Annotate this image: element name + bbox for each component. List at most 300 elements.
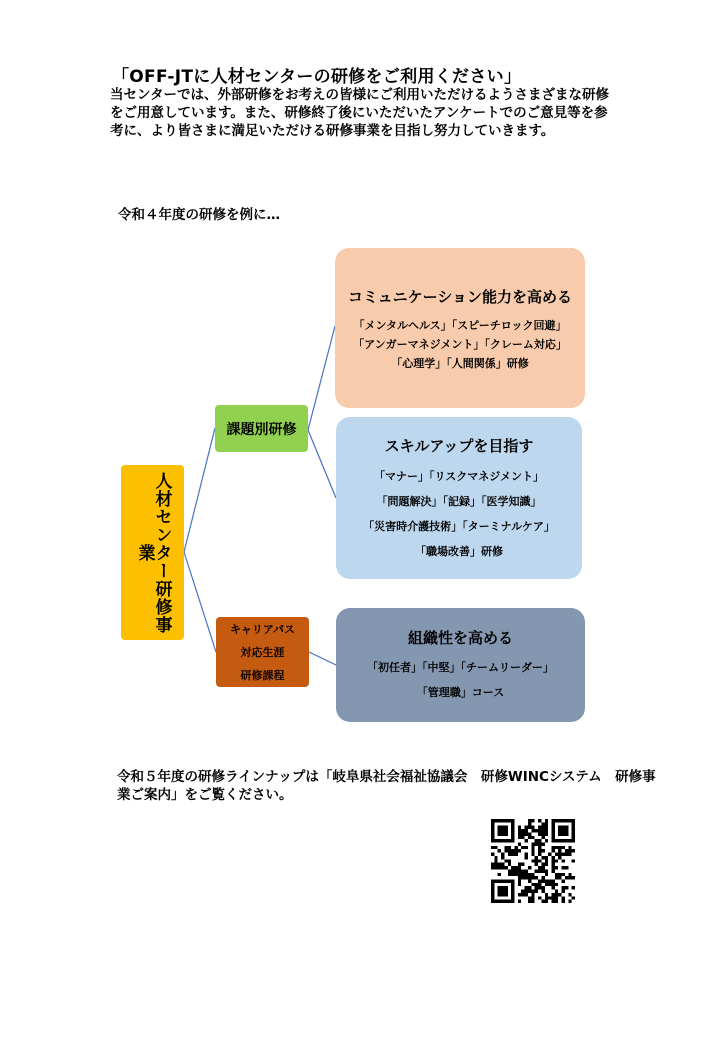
qr-module bbox=[535, 843, 538, 846]
qr-module bbox=[511, 883, 514, 886]
qr-module bbox=[538, 832, 541, 835]
qr-module bbox=[498, 900, 501, 903]
qr-module bbox=[538, 839, 541, 842]
leaf2-line: 「災害時介護技術」「ターミナルケア」 bbox=[363, 520, 555, 533]
qr-module bbox=[501, 863, 504, 866]
qr-module bbox=[551, 869, 554, 872]
qr-module bbox=[515, 853, 518, 856]
example-heading: 令和４年度の研修を例に… bbox=[118, 207, 280, 223]
qr-module bbox=[535, 839, 538, 842]
qr-module bbox=[518, 826, 521, 829]
qr-module bbox=[525, 869, 528, 872]
qr-module bbox=[518, 843, 521, 846]
mid2-line: 研修課程 bbox=[240, 668, 285, 682]
qr-module bbox=[501, 886, 504, 889]
qr-module bbox=[521, 836, 524, 839]
connector-root-mid2 bbox=[184, 552, 216, 652]
qr-module bbox=[511, 869, 514, 872]
qr-module bbox=[562, 826, 565, 829]
qr-module bbox=[568, 893, 571, 896]
qr-module bbox=[511, 829, 514, 832]
qr-module bbox=[494, 856, 497, 859]
qr-module bbox=[538, 866, 541, 869]
qr-module bbox=[491, 863, 494, 866]
qr-module bbox=[562, 832, 565, 835]
qr-module bbox=[501, 829, 504, 832]
qr-module bbox=[551, 846, 554, 849]
qr-module bbox=[491, 883, 494, 886]
qr-module bbox=[558, 829, 561, 832]
qr-module bbox=[535, 856, 538, 859]
qr-module bbox=[518, 879, 521, 882]
qr-module bbox=[551, 822, 554, 825]
qr-module bbox=[501, 866, 504, 869]
qr-module bbox=[491, 893, 494, 896]
qr-module bbox=[498, 879, 501, 882]
leaf1-heading: コミュニケーション能力を高める bbox=[347, 288, 573, 306]
qr-module bbox=[541, 836, 544, 839]
qr-module bbox=[494, 900, 497, 903]
qr-module bbox=[501, 819, 504, 822]
qr-module bbox=[521, 890, 524, 893]
qr-module bbox=[491, 846, 494, 849]
qr-module bbox=[541, 886, 544, 889]
qr-module bbox=[504, 879, 507, 882]
qr-module bbox=[528, 826, 531, 829]
qr-module bbox=[572, 829, 575, 832]
qr-module bbox=[558, 819, 561, 822]
qr-module bbox=[551, 826, 554, 829]
qr-module bbox=[491, 890, 494, 893]
qr-module bbox=[518, 869, 521, 872]
qr-module bbox=[538, 879, 541, 882]
qr-module bbox=[562, 873, 565, 876]
qr-module bbox=[498, 890, 501, 893]
qr-module bbox=[511, 890, 514, 893]
qr-module bbox=[498, 866, 501, 869]
qr-module bbox=[538, 843, 541, 846]
qr-module bbox=[528, 886, 531, 889]
qr-module bbox=[541, 869, 544, 872]
qr-module bbox=[562, 859, 565, 862]
qr-module bbox=[518, 863, 521, 866]
qr-module bbox=[562, 900, 565, 903]
qr-module bbox=[551, 832, 554, 835]
qr-module bbox=[545, 829, 548, 832]
qr-module bbox=[504, 890, 507, 893]
qr-module bbox=[525, 890, 528, 893]
qr-module bbox=[545, 859, 548, 862]
qr-module bbox=[491, 886, 494, 889]
qr-module bbox=[555, 859, 558, 862]
qr-module bbox=[525, 839, 528, 842]
qr-module bbox=[501, 832, 504, 835]
qr-module bbox=[531, 859, 534, 862]
qr-module bbox=[521, 873, 524, 876]
qr-module bbox=[555, 839, 558, 842]
qr-module bbox=[541, 866, 544, 869]
qr-module bbox=[551, 859, 554, 862]
qr-module bbox=[498, 832, 501, 835]
qr-module bbox=[501, 893, 504, 896]
qr-module bbox=[531, 819, 534, 822]
qr-module bbox=[572, 849, 575, 852]
qr-module bbox=[518, 829, 521, 832]
qr-module bbox=[518, 832, 521, 835]
qr-module bbox=[548, 896, 551, 899]
qr-module bbox=[518, 883, 521, 886]
qr-module bbox=[498, 839, 501, 842]
connector-mid1-leaf1 bbox=[308, 326, 335, 430]
qr-module bbox=[504, 819, 507, 822]
mid-node-career-path bbox=[216, 617, 309, 687]
qr-module bbox=[562, 853, 565, 856]
qr-module bbox=[568, 839, 571, 842]
qr-module bbox=[541, 829, 544, 832]
qr-module bbox=[491, 896, 494, 899]
qr-module bbox=[494, 839, 497, 842]
qr-module bbox=[535, 890, 538, 893]
qr-module bbox=[555, 896, 558, 899]
qr-module bbox=[491, 822, 494, 825]
qr-module bbox=[515, 869, 518, 872]
qr-module bbox=[541, 849, 544, 852]
qr-module bbox=[504, 829, 507, 832]
qr-module bbox=[504, 846, 507, 849]
mid2-line: キャリアパス bbox=[229, 622, 296, 636]
qr-module bbox=[572, 819, 575, 822]
qr-module bbox=[551, 849, 554, 852]
qr-module bbox=[504, 859, 507, 862]
qr-module bbox=[501, 900, 504, 903]
qr-module bbox=[572, 822, 575, 825]
qr-module bbox=[538, 883, 541, 886]
leaf3-line: 「初任者」「中堅」「チームリーダー」 bbox=[367, 661, 554, 674]
qr-module bbox=[494, 819, 497, 822]
qr-module bbox=[528, 890, 531, 893]
qr-module bbox=[572, 876, 575, 879]
mid-node-theme-training: 課題別研修 bbox=[215, 405, 308, 452]
qr-module bbox=[572, 896, 575, 899]
qr-module bbox=[511, 896, 514, 899]
qr-module bbox=[491, 879, 494, 882]
qr-module bbox=[551, 866, 554, 869]
qr-module bbox=[525, 886, 528, 889]
qr-module bbox=[525, 832, 528, 835]
qr-module bbox=[541, 876, 544, 879]
qr-module bbox=[565, 826, 568, 829]
qr-module bbox=[491, 819, 494, 822]
qr-module bbox=[551, 896, 554, 899]
qr-module bbox=[538, 819, 541, 822]
qr-module bbox=[501, 826, 504, 829]
qr-module bbox=[535, 859, 538, 862]
qr-module bbox=[551, 863, 554, 866]
qr-module bbox=[501, 879, 504, 882]
qr-module bbox=[491, 839, 494, 842]
qr-module bbox=[545, 863, 548, 866]
qr-code-icon[interactable] bbox=[491, 819, 575, 903]
mid2-line: 対応生涯 bbox=[240, 645, 285, 659]
qr-module bbox=[508, 869, 511, 872]
qr-module bbox=[525, 856, 528, 859]
root-label: 人材センター研修事業 bbox=[134, 471, 172, 634]
qr-module bbox=[498, 829, 501, 832]
qr-module bbox=[545, 873, 548, 876]
qr-module bbox=[555, 846, 558, 849]
qr-module bbox=[535, 883, 538, 886]
qr-module bbox=[538, 859, 541, 862]
qr-module bbox=[494, 859, 497, 862]
leaf2-line: 「職場改善」研修 bbox=[415, 545, 503, 558]
qr-module bbox=[572, 836, 575, 839]
qr-module bbox=[531, 853, 534, 856]
qr-module bbox=[545, 856, 548, 859]
qr-module bbox=[494, 879, 497, 882]
qr-module bbox=[548, 883, 551, 886]
qr-module bbox=[535, 869, 538, 872]
qr-module bbox=[508, 846, 511, 849]
qr-module bbox=[562, 896, 565, 899]
qr-module bbox=[521, 832, 524, 835]
qr-module bbox=[535, 876, 538, 879]
qr-module bbox=[531, 826, 534, 829]
qr-module bbox=[518, 900, 521, 903]
qr-module bbox=[501, 853, 504, 856]
qr-module bbox=[558, 839, 561, 842]
qr-module bbox=[538, 849, 541, 852]
qr-module bbox=[555, 883, 558, 886]
qr-module bbox=[504, 826, 507, 829]
qr-module bbox=[562, 819, 565, 822]
qr-module bbox=[568, 819, 571, 822]
qr-module bbox=[498, 826, 501, 829]
qr-module bbox=[531, 846, 534, 849]
qr-module bbox=[545, 893, 548, 896]
qr-module bbox=[511, 893, 514, 896]
qr-module bbox=[491, 900, 494, 903]
qr-module bbox=[511, 900, 514, 903]
qr-module bbox=[498, 886, 501, 889]
qr-module bbox=[538, 896, 541, 899]
qr-module bbox=[525, 829, 528, 832]
qr-module bbox=[518, 876, 521, 879]
qr-module bbox=[551, 893, 554, 896]
qr-module bbox=[545, 883, 548, 886]
qr-module bbox=[518, 866, 521, 869]
qr-module bbox=[501, 890, 504, 893]
qr-module bbox=[528, 819, 531, 822]
page-title: 「OFF-JTに人材センターの研修をご利用ください」 bbox=[112, 67, 522, 87]
qr-module bbox=[511, 853, 514, 856]
qr-module bbox=[568, 849, 571, 852]
qr-module bbox=[508, 900, 511, 903]
qr-module bbox=[491, 853, 494, 856]
qr-module bbox=[565, 829, 568, 832]
leaf-node-skill-up bbox=[336, 417, 582, 579]
qr-module bbox=[528, 896, 531, 899]
qr-module bbox=[531, 883, 534, 886]
qr-module bbox=[498, 873, 501, 876]
qr-module bbox=[508, 873, 511, 876]
qr-module bbox=[538, 846, 541, 849]
qr-module bbox=[538, 826, 541, 829]
qr-module bbox=[531, 890, 534, 893]
qr-module bbox=[535, 886, 538, 889]
qr-module bbox=[538, 886, 541, 889]
qr-module bbox=[504, 866, 507, 869]
qr-module bbox=[562, 839, 565, 842]
root-node bbox=[121, 465, 184, 640]
qr-module bbox=[541, 843, 544, 846]
qr-module bbox=[518, 849, 521, 852]
qr-module bbox=[525, 853, 528, 856]
qr-module bbox=[531, 896, 534, 899]
qr-module bbox=[531, 900, 534, 903]
qr-module bbox=[508, 879, 511, 882]
qr-module bbox=[511, 832, 514, 835]
qr-module bbox=[511, 839, 514, 842]
qr-module bbox=[562, 886, 565, 889]
qr-module bbox=[551, 883, 554, 886]
qr-module bbox=[498, 863, 501, 866]
qr-module bbox=[555, 876, 558, 879]
qr-module bbox=[508, 853, 511, 856]
qr-module bbox=[508, 819, 511, 822]
qr-module bbox=[518, 873, 521, 876]
qr-module bbox=[504, 832, 507, 835]
qr-module bbox=[541, 879, 544, 882]
qr-module bbox=[521, 846, 524, 849]
qr-module bbox=[521, 893, 524, 896]
qr-module bbox=[562, 866, 565, 869]
intro-paragraph: 当センターでは、外部研修をお考えの皆様にご利用いただけるようさまざまな研修をご用意しています。また、研修終了後にいただいたアンケートでのご意見等を参考に、より皆さまに満足いただける研修事業を目指し努力していきます。 bbox=[110, 87, 609, 139]
qr-module bbox=[545, 839, 548, 842]
leaf1-line: 「アンガーマネジメント」「クレーム対応」 bbox=[353, 338, 567, 351]
qr-module bbox=[572, 832, 575, 835]
qr-module bbox=[565, 886, 568, 889]
qr-module bbox=[545, 826, 548, 829]
qr-module bbox=[518, 836, 521, 839]
qr-module bbox=[494, 863, 497, 866]
qr-module bbox=[521, 869, 524, 872]
qr-module bbox=[525, 893, 528, 896]
qr-module bbox=[528, 876, 531, 879]
qr-module bbox=[511, 873, 514, 876]
qr-module bbox=[494, 846, 497, 849]
qr-module bbox=[511, 879, 514, 882]
qr-module bbox=[535, 863, 538, 866]
qr-module bbox=[555, 893, 558, 896]
qr-module bbox=[565, 819, 568, 822]
qr-module bbox=[572, 859, 575, 862]
qr-module bbox=[491, 826, 494, 829]
qr-module bbox=[562, 890, 565, 893]
qr-module bbox=[491, 836, 494, 839]
leaf2-heading: スキルアップを目指す bbox=[384, 437, 534, 455]
leaf1-line: 「メンタルヘルス」「スピーチロック回避」 bbox=[353, 319, 567, 332]
leaf2-line: 「マナー」「リスクマネジメント」 bbox=[374, 470, 544, 483]
qr-module bbox=[568, 853, 571, 856]
qr-module bbox=[558, 876, 561, 879]
qr-module bbox=[548, 853, 551, 856]
qr-module bbox=[545, 869, 548, 872]
qr-module bbox=[551, 839, 554, 842]
qr-module bbox=[572, 839, 575, 842]
qr-module bbox=[491, 829, 494, 832]
qr-module bbox=[558, 856, 561, 859]
qr-module bbox=[515, 866, 518, 869]
qr-module bbox=[565, 832, 568, 835]
qr-module bbox=[511, 826, 514, 829]
qr-module bbox=[528, 836, 531, 839]
qr-module bbox=[504, 900, 507, 903]
qr-module bbox=[504, 839, 507, 842]
qr-module bbox=[551, 836, 554, 839]
qr-module bbox=[525, 846, 528, 849]
qr-module bbox=[535, 829, 538, 832]
qr-module bbox=[568, 900, 571, 903]
qr-module bbox=[555, 890, 558, 893]
leaf2-line: 「問題解決」「記録」「医学知識」 bbox=[376, 495, 542, 508]
qr-module bbox=[551, 829, 554, 832]
qr-module bbox=[498, 819, 501, 822]
qr-module bbox=[531, 836, 534, 839]
qr-module bbox=[531, 876, 534, 879]
qr-module bbox=[538, 869, 541, 872]
qr-module bbox=[558, 853, 561, 856]
qr-module bbox=[558, 832, 561, 835]
footer-paragraph: 令和５年度の研修ラインナップは「岐阜県社会福祉協議会 研修WINCシステム 研修事業ご案内」をご覧ください。 bbox=[117, 769, 656, 803]
leaf-node-organization bbox=[336, 608, 585, 722]
qr-module bbox=[551, 856, 554, 859]
qr-module bbox=[565, 839, 568, 842]
qr-module bbox=[545, 900, 548, 903]
qr-module bbox=[501, 856, 504, 859]
qr-module bbox=[562, 879, 565, 882]
qr-module bbox=[545, 832, 548, 835]
qr-module bbox=[545, 822, 548, 825]
qr-module bbox=[562, 846, 565, 849]
qr-module bbox=[541, 900, 544, 903]
qr-module bbox=[491, 866, 494, 869]
leaf3-line: 「管理職」コース bbox=[416, 686, 505, 699]
qr-module bbox=[494, 866, 497, 869]
qr-module bbox=[541, 822, 544, 825]
qr-module bbox=[551, 819, 554, 822]
qr-module bbox=[491, 832, 494, 835]
qr-module bbox=[528, 866, 531, 869]
qr-module bbox=[515, 873, 518, 876]
qr-module bbox=[541, 832, 544, 835]
qr-module bbox=[565, 876, 568, 879]
qr-module bbox=[528, 832, 531, 835]
qr-module bbox=[555, 900, 558, 903]
qr-module bbox=[541, 890, 544, 893]
qr-module bbox=[541, 863, 544, 866]
qr-module bbox=[568, 876, 571, 879]
qr-module bbox=[508, 859, 511, 862]
qr-module bbox=[541, 826, 544, 829]
qr-module bbox=[568, 873, 571, 876]
qr-module bbox=[555, 819, 558, 822]
qr-module bbox=[531, 893, 534, 896]
qr-module bbox=[531, 829, 534, 832]
qr-module bbox=[518, 893, 521, 896]
qr-module bbox=[504, 893, 507, 896]
qr-module bbox=[528, 879, 531, 882]
qr-module bbox=[511, 849, 514, 852]
